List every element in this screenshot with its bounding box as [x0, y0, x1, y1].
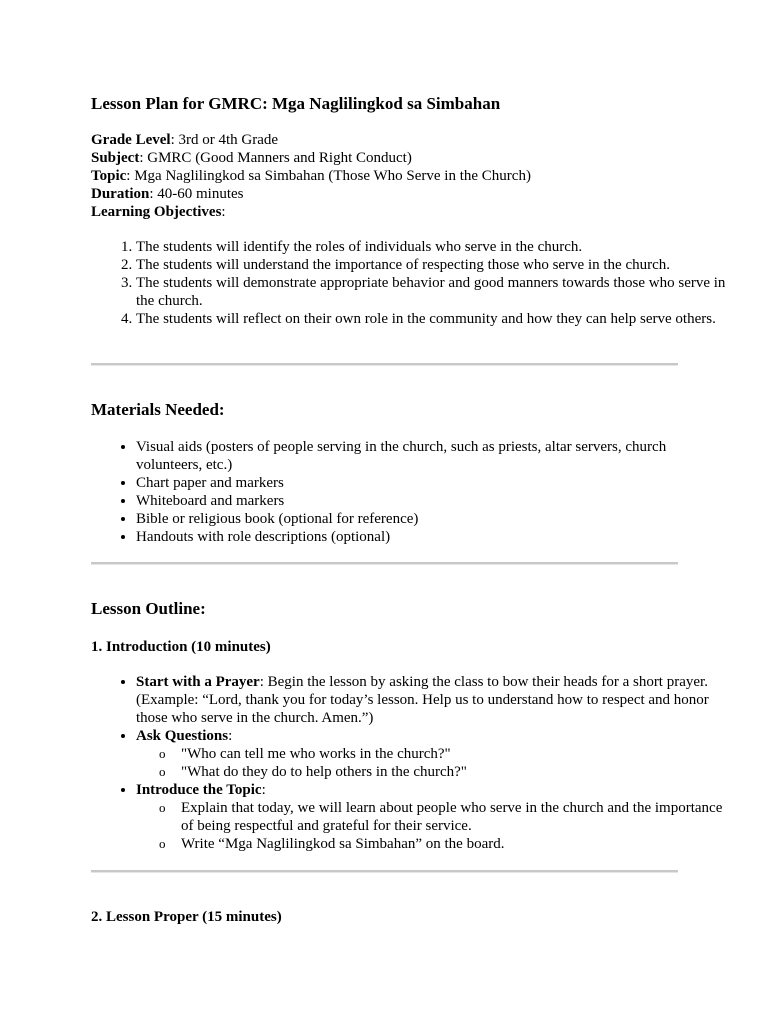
meta-label: Grade Level: [91, 132, 171, 148]
item-text: Write “Mga Naglilingkod sa Simbahan” on the board.: [181, 836, 505, 852]
introduction-list: [91, 673, 736, 853]
meta-value: :: [221, 204, 226, 220]
meta-value: : Mga Naglilingkod sa Simbahan (Those Who Serve in the Church): [126, 168, 531, 184]
meta-label: Learning Objectives: [91, 204, 222, 220]
meta-grade-level: [91, 131, 531, 149]
divider: [91, 363, 678, 366]
sub-list: [136, 799, 736, 853]
material-item: • Handouts with role descriptions (optional): [136, 528, 736, 546]
meta-label: Duration: [91, 186, 150, 202]
divider: [91, 870, 678, 873]
list-item: [136, 673, 736, 727]
bullet-marker: o: [159, 764, 166, 779]
sub-list: [136, 745, 736, 781]
item-text: :: [228, 728, 233, 744]
material-item: • Bible or religious book (optional for reference): [136, 510, 736, 528]
item-label: Introduce the Topic: [136, 782, 262, 798]
bullet-marker: o: [159, 836, 166, 851]
material-item: • Visual aids (posters of people serving in the church, such as priests, altar servers, church volunteers, etc.): [136, 438, 736, 474]
sub-list-item: [159, 835, 736, 853]
bullet-marker: o: [159, 746, 166, 761]
meta-duration: [91, 185, 531, 203]
list-item: [136, 727, 736, 781]
meta-label: Topic: [91, 168, 127, 184]
meta-value: : 3rd or 4th Grade: [170, 132, 279, 148]
bullet-marker: o: [159, 800, 166, 815]
item-label: Ask Questions: [136, 728, 229, 744]
item-text: "What do they do to help others in the church?": [181, 764, 467, 780]
item-label: Start with a Prayer: [136, 674, 260, 690]
objective-item: 3. The students will demonstrate appropriate behavior and good manners towards those who serve in the church.: [136, 274, 736, 310]
sub-list-item: [159, 799, 736, 835]
objective-item: 1. The students will identify the roles of individuals who serve in the church.: [136, 238, 736, 256]
material-item: • Whiteboard and markers: [136, 492, 736, 510]
sub-list-item: [159, 745, 736, 763]
introduction-heading: 1. Introduction (10 minutes): [91, 639, 271, 655]
objective-item: 2. The students will understand the importance of respecting those who serve in the church.: [136, 256, 736, 274]
item-text: : Begin the lesson by asking the class to bow their heads for a short prayer. (Example: “Lord, thank you for today’s lesson. Help us to understand how to respect and honor those who serve in the church. Amen.”): [136, 674, 709, 726]
meta-subject: [91, 149, 531, 167]
divider: [91, 562, 678, 565]
materials-list: [91, 438, 736, 546]
item-text: "Who can tell me who works in the church?": [181, 746, 451, 762]
material-item: • Chart paper and markers: [136, 474, 736, 492]
objectives-list: [91, 238, 736, 328]
meta-topic: [91, 167, 531, 185]
list-item: [136, 781, 736, 853]
item-text: Explain that today, we will learn about people who serve in the church and the importance of being respectful and grateful for their service.: [181, 800, 723, 834]
meta-value: : GMRC (Good Manners and Right Conduct): [139, 150, 412, 166]
lesson-proper-heading: 2. Lesson Proper (15 minutes): [91, 909, 282, 925]
lesson-meta: [91, 131, 531, 221]
outline-heading: Lesson Outline:: [91, 599, 206, 618]
item-text: :: [261, 782, 266, 798]
page-title: Lesson Plan for GMRC: Mga Naglilingkod sa Simbahan: [91, 94, 501, 113]
meta-value: : 40-60 minutes: [149, 186, 244, 202]
sub-list-item: [159, 763, 736, 781]
meta-learning-objectives: [91, 203, 531, 221]
objective-item: 4. The students will reflect on their own role in the community and how they can help serve others.: [136, 310, 736, 328]
meta-label: Subject: [91, 150, 140, 166]
materials-heading: Materials Needed:: [91, 400, 225, 419]
